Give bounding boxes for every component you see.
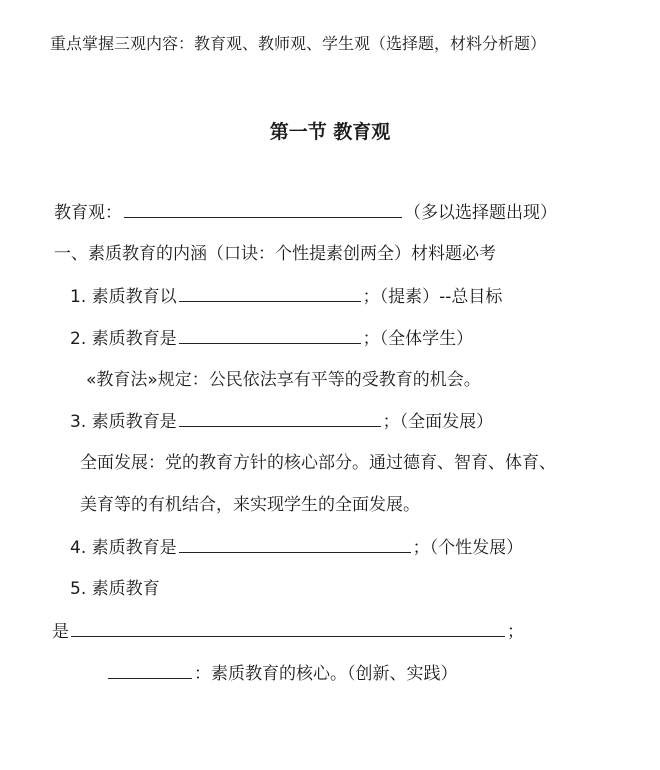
blank-item-4 [179, 536, 411, 553]
item-4-number: 4. [70, 538, 87, 558]
item-5-continuation [52, 620, 524, 643]
intro-line [54, 201, 557, 224]
section-title: 第一节 教育观 [269, 121, 391, 143]
item-5 [70, 578, 160, 600]
header-note: 重点掌握三观内容：教育观、教师观、学生观（选择题，材料分析题） [50, 34, 547, 53]
blank-item-3 [179, 410, 381, 427]
item-5-number: 5. [70, 579, 87, 599]
item-2 [70, 327, 473, 350]
core-suffix: ：素质教育的核心。（创新、实践） [194, 664, 458, 684]
intro-label: 教育观： [54, 203, 122, 223]
item-5-cont-prefix: 是 [52, 622, 69, 642]
item-4 [70, 536, 523, 559]
item-3-prefix: 素质教育是 [91, 412, 177, 432]
item-2-number: 2. [70, 329, 87, 349]
core-line [106, 662, 458, 685]
item-3-note-line-2: 美育等的有机结合，来实现学生的全面发展。 [80, 495, 420, 515]
part1-heading: 一、素质教育的内涵（口诀：个性提素创两全）材料题必考 [54, 244, 496, 264]
item-4-prefix: 素质教育是 [91, 538, 177, 558]
item-3-suffix: ；（全面发展） [382, 412, 494, 432]
item-1 [70, 285, 502, 308]
blank-item-5 [71, 620, 505, 637]
item-1-number: 1. [70, 287, 87, 307]
item-3-note-line-1: 全面发展：党的教育方针的核心部分。通过德育、智育、体育、 [80, 453, 556, 473]
item-2-suffix: ；（全体学生） [362, 329, 474, 349]
item-2-note: «教育法»规定：公民依法享有平等的受教育的机会。 [86, 370, 481, 390]
item-3 [70, 410, 493, 433]
blank-item-1 [179, 285, 361, 302]
item-4-suffix: ；（个性发展） [412, 538, 524, 558]
item-5-prefix: 素质教育 [91, 579, 160, 599]
blank-item-2 [179, 327, 361, 344]
item-1-prefix: 素质教育以 [91, 287, 177, 307]
item-2-prefix: 素质教育是 [91, 329, 177, 349]
blank-education-view [124, 201, 402, 218]
item-5-cont-suffix: ； [507, 622, 524, 642]
intro-note: （多以选择题出现） [404, 203, 557, 223]
blank-core [108, 662, 192, 679]
item-3-number: 3. [70, 412, 87, 432]
item-1-suffix: ；（提素）--总目标 [362, 287, 503, 307]
